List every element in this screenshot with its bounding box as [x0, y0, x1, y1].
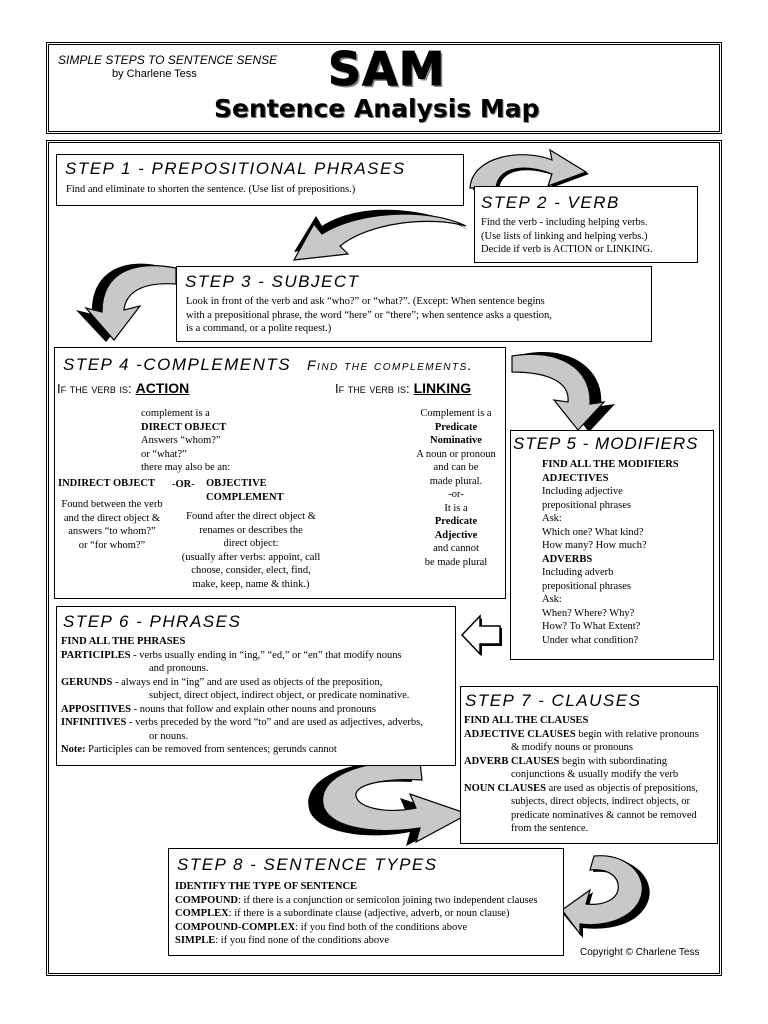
step1-title: STEP 1 - PREPOSITIONAL PHRASES — [65, 159, 406, 178]
step4-box — [54, 347, 506, 599]
adjective-line: Ask: — [542, 513, 562, 524]
sentence-type-item — [175, 934, 537, 948]
indirect-line: answers “to whom?” — [68, 526, 156, 537]
author: by Charlene Tess — [112, 68, 197, 80]
clause-text: are used as objectis of prepositions, — [545, 782, 698, 794]
clause-item — [464, 755, 718, 769]
predicate-nominative-label: Nominative — [430, 435, 482, 446]
phrase-text: - always end in “ing” and are used as objects of the preposition, — [112, 676, 383, 688]
step2-text — [481, 216, 653, 257]
step3-line: Look in front of the verb and ask “who?” or “what?”. (Except: When sentence begins — [186, 296, 545, 307]
linking-prefix: If the verb is: — [335, 381, 410, 396]
sentence-type-item — [175, 894, 537, 908]
step8-box — [168, 848, 564, 956]
step6-box — [56, 606, 456, 766]
phrase-term: PARTICIPLES — [61, 649, 131, 661]
step7-body — [464, 714, 718, 836]
objective-line: choose, consider, elect, find, — [191, 565, 311, 576]
adjective-line: prepositional phrases — [542, 499, 631, 511]
sentence-type-item — [175, 907, 537, 921]
objective-complement-text — [169, 510, 333, 591]
adverb-line: prepositional phrases — [542, 580, 631, 592]
clause-term: NOUN CLAUSES — [464, 782, 546, 794]
linking-line: and can be — [433, 462, 479, 473]
phrase-text: - nouns that follow and explain other nouns and pronouns — [131, 703, 376, 715]
direct-line: Answers “whom?” — [141, 435, 221, 446]
indirect-object-label: INDIRECT OBJECT — [58, 478, 155, 489]
linking-heading — [335, 380, 471, 398]
step8-heading: IDENTIFY THE TYPE OF SENTENCE — [175, 881, 358, 892]
indirect-line: and the direct object & — [63, 512, 161, 524]
linking-line: be made plural — [424, 556, 488, 568]
arrow-icon-3-4 — [72, 256, 182, 342]
arrow-icon-7-8 — [560, 852, 660, 936]
step4-title: STEP 4 -COMPLEMENTS — [63, 355, 292, 374]
clause-item — [464, 782, 718, 796]
phrase-term: APPOSITIVES — [61, 703, 132, 715]
step6-body — [61, 635, 455, 757]
objective-line: (usually after verbs: appoint, call — [181, 551, 321, 563]
arrow-icon-6-7 — [294, 758, 470, 844]
adverb-line: Ask: — [542, 594, 562, 605]
phrase-item — [61, 676, 455, 690]
action-word: ACTION — [135, 380, 190, 396]
adjectives-label: ADJECTIVES — [542, 472, 609, 484]
copyright: Copyright © Charlene Tess — [580, 947, 700, 958]
indirect-line: or “for whom?” — [78, 539, 146, 551]
phrase-cont: subject, direct object, indirect object, or predicate nominative. — [149, 690, 410, 701]
step2-line: (Use lists of linking and helping verbs.) — [481, 230, 648, 242]
clause-cont: conjunctions & usually modify the verb — [511, 769, 679, 780]
adjective-line: Which one? What kind? — [542, 526, 644, 538]
step3-line: is a command, or a polite request.) — [186, 323, 332, 334]
step3-title: STEP 3 - SUBJECT — [185, 272, 360, 291]
action-prefix: If the verb is: — [57, 381, 132, 396]
step2-box — [474, 186, 698, 263]
step2-line: Find the verb - including helping verbs. — [481, 217, 648, 228]
objective-label-line: OBJECTIVE — [206, 478, 267, 489]
adverbs-label: ADVERBS — [542, 553, 593, 565]
direct-object-block — [141, 407, 230, 475]
linking-line: -or- — [448, 489, 464, 500]
adverb-line: Including adverb — [542, 567, 614, 578]
sentence-type-text: : if you find both of the conditions above — [295, 921, 468, 933]
adjective-line: Including adjective — [542, 486, 623, 497]
adverb-line: When? Where? Why? — [542, 607, 635, 619]
step2-title: STEP 2 - VERB — [481, 193, 620, 212]
adverb-line: Under what condition? — [542, 634, 639, 646]
phrase-cont: or nouns. — [149, 730, 189, 742]
series-title: SIMPLE STEPS TO SENTENCE SENSE — [58, 53, 278, 67]
sentence-type-term: COMPOUND — [175, 894, 238, 906]
step6-heading: FIND ALL THE PHRASES — [61, 636, 186, 647]
step7-heading: FIND ALL THE CLAUSES — [464, 715, 589, 726]
sentence-type-text: : if you find none of the conditions above — [215, 935, 390, 946]
objective-line: Found after the direct object & — [186, 511, 316, 522]
action-heading — [57, 380, 189, 398]
sentence-type-text: : if there is a subordinate clause (adjective, adverb, or noun clause) — [228, 908, 510, 919]
step5-title: STEP 5 - MODIFIERS — [513, 434, 699, 453]
adverb-line: How? To What Extent? — [542, 621, 641, 632]
phrase-term: INFINITIVES — [61, 717, 127, 728]
indirect-object-text — [55, 498, 169, 552]
sentence-type-term: COMPLEX — [175, 908, 229, 919]
phrase-text: - verbs usually ending in “ing,” “ed,” or “en” that modify nouns — [130, 649, 402, 661]
sam-logo: SAM — [328, 42, 446, 96]
objective-line: renames or describes the — [199, 524, 303, 536]
note-label: Note: — [61, 744, 86, 755]
phrase-item — [61, 703, 455, 717]
linking-word: LINKING — [413, 380, 472, 396]
clause-text: begin with subordinating — [559, 755, 668, 767]
step3-box — [176, 266, 652, 342]
clause-text: begin with relative pronouns — [575, 728, 699, 740]
clause-cont: subjects, direct objects, indirect objects, or — [511, 796, 691, 807]
clause-cont: & modify nouns or pronouns — [511, 742, 633, 753]
phrase-item — [61, 716, 455, 730]
linking-line: It is a — [444, 502, 468, 514]
step6-title: STEP 6 - PHRASES — [63, 612, 242, 631]
linking-complement-text — [403, 407, 509, 569]
sentence-type-term: COMPOUND-COMPLEX — [175, 921, 296, 933]
direct-line: there may also be an: — [141, 462, 231, 473]
page-title: Sentence Analysis Map — [214, 94, 540, 123]
step8-body — [175, 880, 537, 948]
step3-text — [186, 295, 552, 336]
clause-cont: from the sentence. — [511, 823, 589, 834]
step8-title: STEP 8 - SENTENCE TYPES — [177, 855, 438, 874]
step5-body — [542, 458, 679, 647]
step1-box — [56, 154, 464, 206]
step1-text: Find and eliminate to shorten the sentence. (Use list of prepositions.) — [66, 184, 356, 195]
phrase-item — [61, 649, 455, 663]
linking-line: Complement is a — [420, 408, 492, 419]
linking-line: made plural. — [429, 475, 483, 487]
phrase-text: - verbs preceded by the word “to” and are used as adjectives, adverbs, — [126, 717, 423, 728]
step7-box — [460, 686, 718, 844]
phrase-term: GERUNDS — [61, 676, 113, 688]
objective-line: direct object: — [223, 538, 279, 549]
arrow-icon-2-3 — [290, 206, 470, 268]
predicate-nominative-label: Predicate — [434, 421, 478, 433]
step5-heading: FIND ALL THE MODIFIERS — [542, 459, 679, 470]
linking-line: and cannot — [433, 543, 479, 554]
sentence-type-item — [175, 921, 537, 935]
or-label: -OR- — [172, 479, 195, 490]
arrow-icon-4-5 — [506, 344, 616, 432]
predicate-adjective-label: Predicate — [434, 516, 478, 527]
phrase-note — [61, 743, 455, 757]
sentence-type-term: SIMPLE — [175, 935, 216, 946]
direct-object-label: DIRECT OBJECT — [141, 421, 227, 433]
step3-line: with a prepositional phrase, the word “here” or “there”; when sentence asks a question, — [186, 309, 552, 321]
step7-title: STEP 7 - CLAUSES — [465, 691, 642, 710]
linking-line: A noun or pronoun — [416, 448, 496, 460]
adjective-line: How many? How much? — [542, 540, 647, 551]
step5-box — [510, 430, 714, 660]
clause-term: ADVERB CLAUSES — [464, 755, 560, 767]
step4-subtitle: Find the complements. — [307, 357, 474, 373]
objective-complement-label — [206, 477, 284, 504]
clause-term: ADJECTIVE CLAUSES — [464, 728, 576, 740]
step2-line: Decide if verb is ACTION or LINKING. — [481, 244, 653, 255]
clause-item — [464, 728, 718, 742]
direct-line: or “what?” — [141, 448, 187, 460]
clause-cont: predicate nominatives & cannot be removed — [511, 809, 697, 821]
direct-line: complement is a — [141, 408, 210, 419]
indirect-line: Found between the verb — [61, 499, 163, 510]
phrase-cont: and pronouns. — [149, 663, 209, 674]
objective-label-line: COMPLEMENT — [206, 491, 284, 503]
objective-line: make, keep, name & think.) — [192, 578, 310, 590]
sentence-type-text: : if there is a conjunction or semicolon joining two independent clauses — [238, 894, 538, 906]
arrow-icon-5-6 — [458, 612, 504, 658]
note-text: Participles can be removed from sentences; gerunds cannot — [85, 744, 337, 755]
predicate-adjective-label: Adjective — [434, 529, 478, 541]
